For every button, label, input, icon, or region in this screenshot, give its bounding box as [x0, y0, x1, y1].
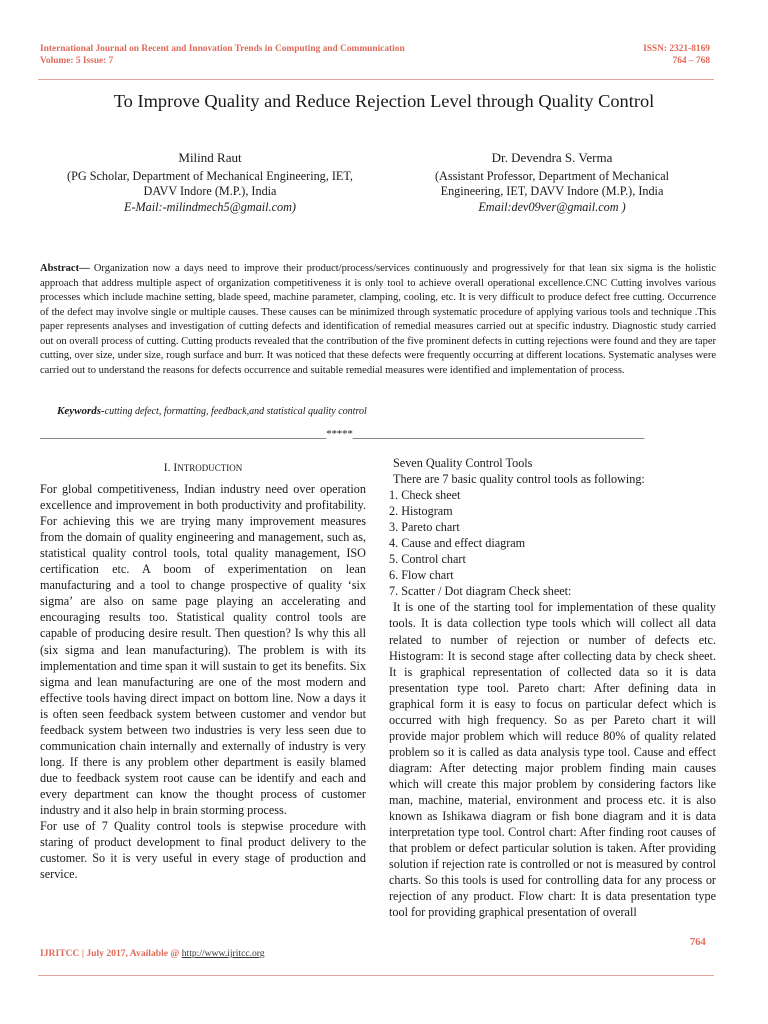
list-item: 1. Check sheet [389, 488, 461, 503]
journal-volume: Volume: 5 Issue: 7 [40, 56, 114, 66]
keywords-text: cutting defect, formatting, feedback,and statistical quality control [104, 406, 367, 417]
tools-intro: There are 7 basic quality control tools as following: [393, 472, 645, 487]
abstract-text: Organization now a days need to improve their product/process/services continuously and progressively for that lean six sigma is the holistic approach that address multiple aspect of organization competitiveness it is only tool to achieve overall operational excellence.CNC Cutting involves various processes which include machine setting, blade speed, machine parameter, clamping, cooling, etc. It is very difficult to produce defect free cutting. Occurrence of the defect may involve single or multiple causes. These causes can be minimized through systematic procedure of applying various tools and technique .This paper represents analyses and investigation of cutting defects and identification of remedial measures carried out at specific industry. Diagnostic study carried out on overall process of cutting. Cutting products revealed that the contribution of the five prominent defects in cutting rejections were found and they are taper cutting, over size, under size, rough surface and burr. It was noticed that these defects were frequently occurring at different locations. Systematic analyses were carried out to understand the reasons for defects occurrence and suitable remedial measures were identified and implementation of process. [40, 263, 716, 376]
list-item: 4. Cause and effect diagram [389, 536, 526, 551]
author-name: Milind Raut [178, 150, 242, 165]
list-item: 7. Scatter / Dot diagram Check sheet: [389, 584, 572, 599]
tools-heading: Seven Quality Control Tools [393, 456, 533, 470]
author-block-2 [382, 150, 722, 215]
author-block-1 [40, 150, 380, 215]
journal-name: International Journal on Recent and Innovation Trends in Computing and Communication [40, 44, 405, 54]
page-range: 764 – 768 [672, 56, 710, 66]
list-item: 5. Control chart [389, 552, 466, 567]
abstract [40, 262, 716, 378]
journal-header [40, 43, 405, 67]
list-item: 3. Pareto chart [389, 520, 460, 535]
heading-rest: NTRODUCTION [177, 463, 243, 473]
list-item: 6. Flow chart [389, 568, 454, 583]
footer [40, 948, 265, 959]
issn-block [643, 43, 710, 67]
intro-paragraph-1: For global competitiveness, Indian industry need over operation excellence and improvement in both productivity and profitability. For achieving this we are trying many improvement measures from the domain of quality engineering and management, such as, statistical quality control tools, total quality management, ISO certification etc. A boom of experimentation on lean manufacturing and a tool to change prospective of quality ‘six sigma’ are also on same page playing an accelerating and encouraging results too. Statistical quality control tools are capable of producing desire result. Then question? Is why this all (six sigma and lean manufacturing). The problem is with its implementation and time span it will sustain to get its benefits. Six sigma and lean manufacturing are one of the most modern and effective tools having direct impact on bottom line. Now a days it is often seen feedback system between customer and vendor but feedback system between two industries is very less seen due to communication chain internally and externally of industry is very long. If there is any problem other department is easily blamed due to feedback system root cause can be identify and each and every department can know the thought process of customer industry and it also help in brain storming process. [40, 482, 366, 817]
section-separator: ______________________________________________________*****_______________________________________________________ [40, 428, 645, 440]
footer-rule [38, 975, 714, 976]
issn: ISSN: 2321-8169 [643, 44, 710, 54]
tools-list [389, 487, 716, 599]
left-column [40, 460, 366, 882]
author-email: Email:dev09ver@gmail.com ) [478, 199, 626, 214]
heading-initial: I [173, 462, 178, 474]
intro-paragraph-2: For use of 7 Quality control tools is stepwise procedure with staring of product development to final product delivery to the customer. So it is very useful in every stage of production and service. [40, 819, 366, 882]
journal-link[interactable]: http://www.ijritcc.org [181, 948, 265, 959]
heading-number: I. [163, 462, 174, 474]
keywords-label: Keywords- [57, 405, 105, 417]
author-affiliation: (PG Scholar, Department of Mechanical Engineering, IET, [67, 168, 353, 183]
author-email: E-Mail:-milindmech5@gmail.com) [124, 199, 296, 214]
author-affiliation: (Assistant Professor, Department of Mechanical [434, 168, 670, 183]
right-column [389, 455, 716, 920]
page-number: 764 [690, 937, 706, 948]
keywords [57, 405, 367, 417]
author-affiliation: Engineering, IET, DAVV Indore (M.P.), India [440, 184, 664, 199]
header-rule [38, 79, 714, 80]
paper-title: To Improve Quality and Reduce Rejection Level through Quality Control [113, 91, 655, 111]
author-name: Dr. Devendra S. Verma [491, 150, 613, 165]
intro-heading [40, 460, 366, 476]
tools-body: It is one of the starting tool for implementation of these quality tools. It is data collection type tools which will collect all data related to number of rejection or number of defects etc. Histogram: It is second stage after collecting data by check sheet. It is graphical representation of collected data so it is data presentation type tool. Pareto chart: After defining data in graphical form it is easy to focus on particular defect which is occurred with high frequency. So as per Pareto chart it will provide major problem which will reduce 80% of quality related problem so it is called as data analysis type tool. Cause and effect diagram: After detecting major problem finding main causes which will create this major problem by considering factors like man, machine, material, environment and process etc. it is also known as Ishikawa diagram or fish bone diagram and it is data interpretation type tool. Control chart: After finding root causes of that problem or defect particular solution is taken. After providing solution if rejection rate is controlled or not is measured by control charts. So this tools is used for controlling data for any process or rejection of any product. Flow chart: It is data presentation type tool for providing graphical presentation of overall [389, 600, 716, 920]
abstract-label: Abstract— [40, 263, 90, 274]
footer-text: IJRITCC | July 2017, Available @ [40, 948, 182, 959]
list-item: 2. Histogram [389, 504, 453, 519]
author-affiliation: DAVV Indore (M.P.), India [143, 184, 277, 199]
